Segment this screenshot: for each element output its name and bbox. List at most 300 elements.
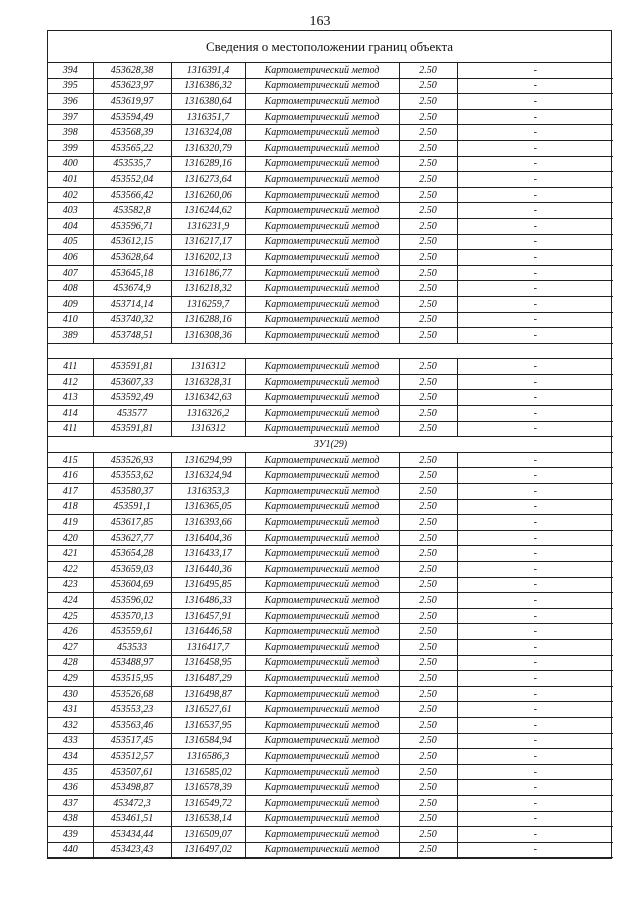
point-number-cell: 438 bbox=[48, 811, 93, 827]
y-coordinate-cell: 1316391,4 bbox=[171, 63, 245, 78]
x-coordinate-cell: 453512,57 bbox=[93, 749, 171, 765]
table-row bbox=[48, 842, 613, 858]
accuracy-cell: 2.50 bbox=[399, 452, 457, 468]
description-cell: - bbox=[457, 203, 613, 219]
description-cell: - bbox=[457, 156, 613, 172]
method-cell: Картометрический метод bbox=[245, 639, 399, 655]
table-row bbox=[48, 608, 613, 624]
description-cell: - bbox=[457, 530, 613, 546]
method-cell: Картометрический метод bbox=[245, 764, 399, 780]
point-number-cell: 422 bbox=[48, 562, 93, 578]
y-coordinate-cell: 1316404,36 bbox=[171, 530, 245, 546]
method-cell: Картометрический метод bbox=[245, 484, 399, 500]
x-coordinate-cell: 453507,61 bbox=[93, 764, 171, 780]
method-cell: Картометрический метод bbox=[245, 250, 399, 266]
point-number-cell: 429 bbox=[48, 671, 93, 687]
point-number-cell: 432 bbox=[48, 717, 93, 733]
y-coordinate-cell: 1316498,87 bbox=[171, 686, 245, 702]
table-row bbox=[48, 94, 613, 110]
description-cell: - bbox=[457, 577, 613, 593]
x-coordinate-cell: 453488,97 bbox=[93, 655, 171, 671]
method-cell: Картометрический метод bbox=[245, 827, 399, 843]
point-number-cell: 401 bbox=[48, 172, 93, 188]
accuracy-cell: 2.50 bbox=[399, 312, 457, 328]
point-number-cell: 421 bbox=[48, 546, 93, 562]
description-cell: - bbox=[457, 265, 613, 281]
y-coordinate-cell: 1316417,7 bbox=[171, 639, 245, 655]
y-coordinate-cell: 1316328,31 bbox=[171, 374, 245, 390]
section-header-row bbox=[48, 437, 613, 453]
table-row bbox=[48, 406, 613, 422]
x-coordinate-cell: 453591,81 bbox=[93, 421, 171, 437]
method-cell: Картометрический метод bbox=[245, 390, 399, 406]
x-coordinate-cell: 453607,33 bbox=[93, 374, 171, 390]
point-number-cell: 431 bbox=[48, 702, 93, 718]
description-cell: - bbox=[457, 328, 613, 344]
accuracy-cell: 2.50 bbox=[399, 764, 457, 780]
table-row bbox=[48, 593, 613, 609]
table-row bbox=[48, 63, 613, 78]
point-number-cell: 430 bbox=[48, 686, 93, 702]
accuracy-cell: 2.50 bbox=[399, 671, 457, 687]
description-cell: - bbox=[457, 671, 613, 687]
boundary-table-frame bbox=[47, 30, 612, 859]
point-number-cell: 424 bbox=[48, 593, 93, 609]
point-number-cell: 411 bbox=[48, 359, 93, 375]
accuracy-cell: 2.50 bbox=[399, 499, 457, 515]
y-coordinate-cell: 1316433,17 bbox=[171, 546, 245, 562]
y-coordinate-cell: 1316342,63 bbox=[171, 390, 245, 406]
x-coordinate-cell: 453591,81 bbox=[93, 359, 171, 375]
y-coordinate-cell: 1316289,16 bbox=[171, 156, 245, 172]
point-number-cell: 423 bbox=[48, 577, 93, 593]
description-cell: - bbox=[457, 484, 613, 500]
method-cell: Картометрический метод bbox=[245, 172, 399, 188]
point-number-cell: 400 bbox=[48, 156, 93, 172]
y-coordinate-cell: 1316308,36 bbox=[171, 328, 245, 344]
x-coordinate-cell: 453568,39 bbox=[93, 125, 171, 141]
description-cell: - bbox=[457, 842, 613, 858]
point-number-cell: 406 bbox=[48, 250, 93, 266]
point-number-cell: 402 bbox=[48, 187, 93, 203]
table-row bbox=[48, 125, 613, 141]
accuracy-cell: 2.50 bbox=[399, 593, 457, 609]
accuracy-cell: 2.50 bbox=[399, 250, 457, 266]
y-coordinate-cell: 1316509,07 bbox=[171, 827, 245, 843]
table-row bbox=[48, 577, 613, 593]
y-coordinate-cell: 1316259,7 bbox=[171, 296, 245, 312]
method-cell: Картометрический метод bbox=[245, 406, 399, 422]
description-cell: - bbox=[457, 312, 613, 328]
accuracy-cell: 2.50 bbox=[399, 281, 457, 297]
y-coordinate-cell: 1316586,3 bbox=[171, 749, 245, 765]
accuracy-cell: 2.50 bbox=[399, 125, 457, 141]
accuracy-cell: 2.50 bbox=[399, 780, 457, 796]
y-coordinate-cell: 1316288,16 bbox=[171, 312, 245, 328]
description-cell: - bbox=[457, 359, 613, 375]
method-cell: Картометрический метод bbox=[245, 733, 399, 749]
table-row bbox=[48, 421, 613, 437]
y-coordinate-cell: 1316324,94 bbox=[171, 468, 245, 484]
x-coordinate-cell: 453594,49 bbox=[93, 109, 171, 125]
section-header: ЗУ1(29) bbox=[48, 437, 613, 453]
point-number-cell: 396 bbox=[48, 94, 93, 110]
y-coordinate-cell: 1316538,14 bbox=[171, 811, 245, 827]
description-cell: - bbox=[457, 218, 613, 234]
x-coordinate-cell: 453596,02 bbox=[93, 593, 171, 609]
table-row bbox=[48, 296, 613, 312]
accuracy-cell: 2.50 bbox=[399, 203, 457, 219]
table-row bbox=[48, 546, 613, 562]
method-cell: Картометрический метод bbox=[245, 312, 399, 328]
accuracy-cell: 2.50 bbox=[399, 359, 457, 375]
accuracy-cell: 2.50 bbox=[399, 577, 457, 593]
method-cell: Картометрический метод bbox=[245, 795, 399, 811]
point-number-cell: 418 bbox=[48, 499, 93, 515]
x-coordinate-cell: 453526,68 bbox=[93, 686, 171, 702]
table-row bbox=[48, 78, 613, 94]
point-number-cell: 412 bbox=[48, 374, 93, 390]
y-coordinate-cell: 1316380,64 bbox=[171, 94, 245, 110]
accuracy-cell: 2.50 bbox=[399, 811, 457, 827]
y-coordinate-cell: 1316312 bbox=[171, 421, 245, 437]
table-row bbox=[48, 187, 613, 203]
point-number-cell: 397 bbox=[48, 109, 93, 125]
point-number-cell: 403 bbox=[48, 203, 93, 219]
description-cell: - bbox=[457, 63, 613, 78]
table-row bbox=[48, 686, 613, 702]
x-coordinate-cell: 453628,64 bbox=[93, 250, 171, 266]
point-number-cell: 425 bbox=[48, 608, 93, 624]
point-number-cell: 409 bbox=[48, 296, 93, 312]
y-coordinate-cell: 1316537,95 bbox=[171, 717, 245, 733]
accuracy-cell: 2.50 bbox=[399, 562, 457, 578]
table-row bbox=[48, 795, 613, 811]
method-cell: Картометрический метод bbox=[245, 717, 399, 733]
table-row bbox=[48, 499, 613, 515]
accuracy-cell: 2.50 bbox=[399, 78, 457, 94]
x-coordinate-cell: 453592,49 bbox=[93, 390, 171, 406]
point-number-cell: 426 bbox=[48, 624, 93, 640]
y-coordinate-cell: 1316320,79 bbox=[171, 140, 245, 156]
table-row bbox=[48, 717, 613, 733]
x-coordinate-cell: 453553,23 bbox=[93, 702, 171, 718]
table-row bbox=[48, 749, 613, 765]
method-cell: Картометрический метод bbox=[245, 530, 399, 546]
description-cell: - bbox=[457, 94, 613, 110]
accuracy-cell: 2.50 bbox=[399, 515, 457, 531]
y-coordinate-cell: 1316446,58 bbox=[171, 624, 245, 640]
table-row bbox=[48, 562, 613, 578]
method-cell: Картометрический метод bbox=[245, 78, 399, 94]
y-coordinate-cell: 1316585,02 bbox=[171, 764, 245, 780]
accuracy-cell: 2.50 bbox=[399, 795, 457, 811]
point-number-cell: 419 bbox=[48, 515, 93, 531]
point-number-cell: 437 bbox=[48, 795, 93, 811]
x-coordinate-cell: 453533 bbox=[93, 639, 171, 655]
y-coordinate-cell: 1316578,39 bbox=[171, 780, 245, 796]
table-row bbox=[48, 140, 613, 156]
x-coordinate-cell: 453623,97 bbox=[93, 78, 171, 94]
y-coordinate-cell: 1316273,64 bbox=[171, 172, 245, 188]
x-coordinate-cell: 453659,03 bbox=[93, 562, 171, 578]
description-cell: - bbox=[457, 140, 613, 156]
x-coordinate-cell: 453596,71 bbox=[93, 218, 171, 234]
description-cell: - bbox=[457, 624, 613, 640]
coordinates-table bbox=[48, 63, 613, 858]
method-cell: Картометрический метод bbox=[245, 702, 399, 718]
accuracy-cell: 2.50 bbox=[399, 749, 457, 765]
description-cell: - bbox=[457, 608, 613, 624]
x-coordinate-cell: 453565,22 bbox=[93, 140, 171, 156]
description-cell: - bbox=[457, 515, 613, 531]
accuracy-cell: 2.50 bbox=[399, 655, 457, 671]
section-header bbox=[48, 343, 613, 359]
accuracy-cell: 2.50 bbox=[399, 94, 457, 110]
accuracy-cell: 2.50 bbox=[399, 827, 457, 843]
description-cell: - bbox=[457, 733, 613, 749]
table-row bbox=[48, 624, 613, 640]
y-coordinate-cell: 1316326,2 bbox=[171, 406, 245, 422]
description-cell: - bbox=[457, 639, 613, 655]
y-coordinate-cell: 1316324,08 bbox=[171, 125, 245, 141]
x-coordinate-cell: 453566,42 bbox=[93, 187, 171, 203]
accuracy-cell: 2.50 bbox=[399, 842, 457, 858]
y-coordinate-cell: 1316457,91 bbox=[171, 608, 245, 624]
x-coordinate-cell: 453740,32 bbox=[93, 312, 171, 328]
y-coordinate-cell: 1316393,66 bbox=[171, 515, 245, 531]
point-number-cell: 394 bbox=[48, 63, 93, 78]
method-cell: Картометрический метод bbox=[245, 156, 399, 172]
table-row bbox=[48, 109, 613, 125]
method-cell: Картометрический метод bbox=[245, 577, 399, 593]
y-coordinate-cell: 1316495,85 bbox=[171, 577, 245, 593]
y-coordinate-cell: 1316486,33 bbox=[171, 593, 245, 609]
point-number-cell: 410 bbox=[48, 312, 93, 328]
accuracy-cell: 2.50 bbox=[399, 406, 457, 422]
method-cell: Картометрический метод bbox=[245, 109, 399, 125]
method-cell: Картометрический метод bbox=[245, 655, 399, 671]
description-cell: - bbox=[457, 827, 613, 843]
description-cell: - bbox=[457, 546, 613, 562]
point-number-cell: 416 bbox=[48, 468, 93, 484]
accuracy-cell: 2.50 bbox=[399, 421, 457, 437]
accuracy-cell: 2.50 bbox=[399, 172, 457, 188]
y-coordinate-cell: 1316584,94 bbox=[171, 733, 245, 749]
accuracy-cell: 2.50 bbox=[399, 686, 457, 702]
method-cell: Картометрический метод bbox=[245, 63, 399, 78]
description-cell: - bbox=[457, 717, 613, 733]
accuracy-cell: 2.50 bbox=[399, 484, 457, 500]
method-cell: Картометрический метод bbox=[245, 265, 399, 281]
x-coordinate-cell: 453570,13 bbox=[93, 608, 171, 624]
point-number-cell: 434 bbox=[48, 749, 93, 765]
method-cell: Картометрический метод bbox=[245, 187, 399, 203]
accuracy-cell: 2.50 bbox=[399, 546, 457, 562]
method-cell: Картометрический метод bbox=[245, 234, 399, 250]
x-coordinate-cell: 453674,9 bbox=[93, 281, 171, 297]
point-number-cell: 408 bbox=[48, 281, 93, 297]
description-cell: - bbox=[457, 125, 613, 141]
x-coordinate-cell: 453434,44 bbox=[93, 827, 171, 843]
table-row bbox=[48, 827, 613, 843]
method-cell: Картометрический метод bbox=[245, 125, 399, 141]
method-cell: Картометрический метод bbox=[245, 686, 399, 702]
description-cell: - bbox=[457, 452, 613, 468]
description-cell: - bbox=[457, 795, 613, 811]
x-coordinate-cell: 453580,37 bbox=[93, 484, 171, 500]
description-cell: - bbox=[457, 593, 613, 609]
accuracy-cell: 2.50 bbox=[399, 639, 457, 655]
description-cell: - bbox=[457, 780, 613, 796]
description-cell: - bbox=[457, 562, 613, 578]
x-coordinate-cell: 453582,8 bbox=[93, 203, 171, 219]
point-number-cell: 436 bbox=[48, 780, 93, 796]
accuracy-cell: 2.50 bbox=[399, 624, 457, 640]
table-row bbox=[48, 172, 613, 188]
accuracy-cell: 2.50 bbox=[399, 530, 457, 546]
y-coordinate-cell: 1316527,61 bbox=[171, 702, 245, 718]
method-cell: Картометрический метод bbox=[245, 359, 399, 375]
x-coordinate-cell: 453714,14 bbox=[93, 296, 171, 312]
point-number-cell: 417 bbox=[48, 484, 93, 500]
y-coordinate-cell: 1316386,32 bbox=[171, 78, 245, 94]
x-coordinate-cell: 453612,15 bbox=[93, 234, 171, 250]
table-row bbox=[48, 639, 613, 655]
table-row bbox=[48, 484, 613, 500]
y-coordinate-cell: 1316365,05 bbox=[171, 499, 245, 515]
accuracy-cell: 2.50 bbox=[399, 468, 457, 484]
method-cell: Картометрический метод bbox=[245, 515, 399, 531]
description-cell: - bbox=[457, 421, 613, 437]
description-cell: - bbox=[457, 499, 613, 515]
method-cell: Картометрический метод bbox=[245, 452, 399, 468]
x-coordinate-cell: 453559,61 bbox=[93, 624, 171, 640]
x-coordinate-cell: 453423,43 bbox=[93, 842, 171, 858]
x-coordinate-cell: 453654,28 bbox=[93, 546, 171, 562]
accuracy-cell: 2.50 bbox=[399, 187, 457, 203]
method-cell: Картометрический метод bbox=[245, 140, 399, 156]
y-coordinate-cell: 1316312 bbox=[171, 359, 245, 375]
y-coordinate-cell: 1316260,06 bbox=[171, 187, 245, 203]
x-coordinate-cell: 453627,77 bbox=[93, 530, 171, 546]
table-row bbox=[48, 671, 613, 687]
y-coordinate-cell: 1316231,9 bbox=[171, 218, 245, 234]
method-cell: Картометрический метод bbox=[245, 203, 399, 219]
method-cell: Картометрический метод bbox=[245, 608, 399, 624]
y-coordinate-cell: 1316497,02 bbox=[171, 842, 245, 858]
x-coordinate-cell: 453552,04 bbox=[93, 172, 171, 188]
accuracy-cell: 2.50 bbox=[399, 296, 457, 312]
x-coordinate-cell: 453645,18 bbox=[93, 265, 171, 281]
accuracy-cell: 2.50 bbox=[399, 328, 457, 344]
method-cell: Картометрический метод bbox=[245, 562, 399, 578]
x-coordinate-cell: 453526,93 bbox=[93, 452, 171, 468]
y-coordinate-cell: 1316458,95 bbox=[171, 655, 245, 671]
table-row bbox=[48, 530, 613, 546]
table-row bbox=[48, 234, 613, 250]
point-number-cell: 427 bbox=[48, 639, 93, 655]
table-row bbox=[48, 468, 613, 484]
x-coordinate-cell: 453498,87 bbox=[93, 780, 171, 796]
table-row bbox=[48, 265, 613, 281]
accuracy-cell: 2.50 bbox=[399, 109, 457, 125]
method-cell: Картометрический метод bbox=[245, 842, 399, 858]
description-cell: - bbox=[457, 686, 613, 702]
point-number-cell: 395 bbox=[48, 78, 93, 94]
description-cell: - bbox=[457, 468, 613, 484]
accuracy-cell: 2.50 bbox=[399, 390, 457, 406]
table-row bbox=[48, 250, 613, 266]
table-row bbox=[48, 312, 613, 328]
method-cell: Картометрический метод bbox=[245, 780, 399, 796]
accuracy-cell: 2.50 bbox=[399, 608, 457, 624]
accuracy-cell: 2.50 bbox=[399, 63, 457, 78]
x-coordinate-cell: 453748,51 bbox=[93, 328, 171, 344]
point-number-cell: 433 bbox=[48, 733, 93, 749]
accuracy-cell: 2.50 bbox=[399, 140, 457, 156]
y-coordinate-cell: 1316202,13 bbox=[171, 250, 245, 266]
description-cell: - bbox=[457, 78, 613, 94]
x-coordinate-cell: 453563,46 bbox=[93, 717, 171, 733]
table-row bbox=[48, 780, 613, 796]
description-cell: - bbox=[457, 390, 613, 406]
point-number-cell: 420 bbox=[48, 530, 93, 546]
table-row bbox=[48, 374, 613, 390]
table-title: Сведения о местоположении границ объекта bbox=[48, 31, 611, 63]
description-cell: - bbox=[457, 655, 613, 671]
point-number-cell: 398 bbox=[48, 125, 93, 141]
method-cell: Картометрический метод bbox=[245, 811, 399, 827]
table-row bbox=[48, 655, 613, 671]
table-row bbox=[48, 811, 613, 827]
method-cell: Картометрический метод bbox=[245, 94, 399, 110]
method-cell: Картометрический метод bbox=[245, 749, 399, 765]
method-cell: Картометрический метод bbox=[245, 671, 399, 687]
description-cell: - bbox=[457, 406, 613, 422]
description-cell: - bbox=[457, 281, 613, 297]
description-cell: - bbox=[457, 187, 613, 203]
description-cell: - bbox=[457, 749, 613, 765]
description-cell: - bbox=[457, 374, 613, 390]
point-number-cell: 413 bbox=[48, 390, 93, 406]
table-row bbox=[48, 203, 613, 219]
method-cell: Картометрический метод bbox=[245, 468, 399, 484]
accuracy-cell: 2.50 bbox=[399, 374, 457, 390]
point-number-cell: 435 bbox=[48, 764, 93, 780]
x-coordinate-cell: 453617,85 bbox=[93, 515, 171, 531]
y-coordinate-cell: 1316217,17 bbox=[171, 234, 245, 250]
table-row bbox=[48, 359, 613, 375]
method-cell: Картометрический метод bbox=[245, 281, 399, 297]
x-coordinate-cell: 453591,1 bbox=[93, 499, 171, 515]
point-number-cell: 389 bbox=[48, 328, 93, 344]
description-cell: - bbox=[457, 764, 613, 780]
method-cell: Картометрический метод bbox=[245, 296, 399, 312]
method-cell: Картометрический метод bbox=[245, 218, 399, 234]
y-coordinate-cell: 1316351,7 bbox=[171, 109, 245, 125]
y-coordinate-cell: 1316549,72 bbox=[171, 795, 245, 811]
x-coordinate-cell: 453553,62 bbox=[93, 468, 171, 484]
table-row bbox=[48, 156, 613, 172]
table-row bbox=[48, 702, 613, 718]
description-cell: - bbox=[457, 811, 613, 827]
accuracy-cell: 2.50 bbox=[399, 234, 457, 250]
accuracy-cell: 2.50 bbox=[399, 265, 457, 281]
x-coordinate-cell: 453628,38 bbox=[93, 63, 171, 78]
point-number-cell: 439 bbox=[48, 827, 93, 843]
table-row bbox=[48, 733, 613, 749]
